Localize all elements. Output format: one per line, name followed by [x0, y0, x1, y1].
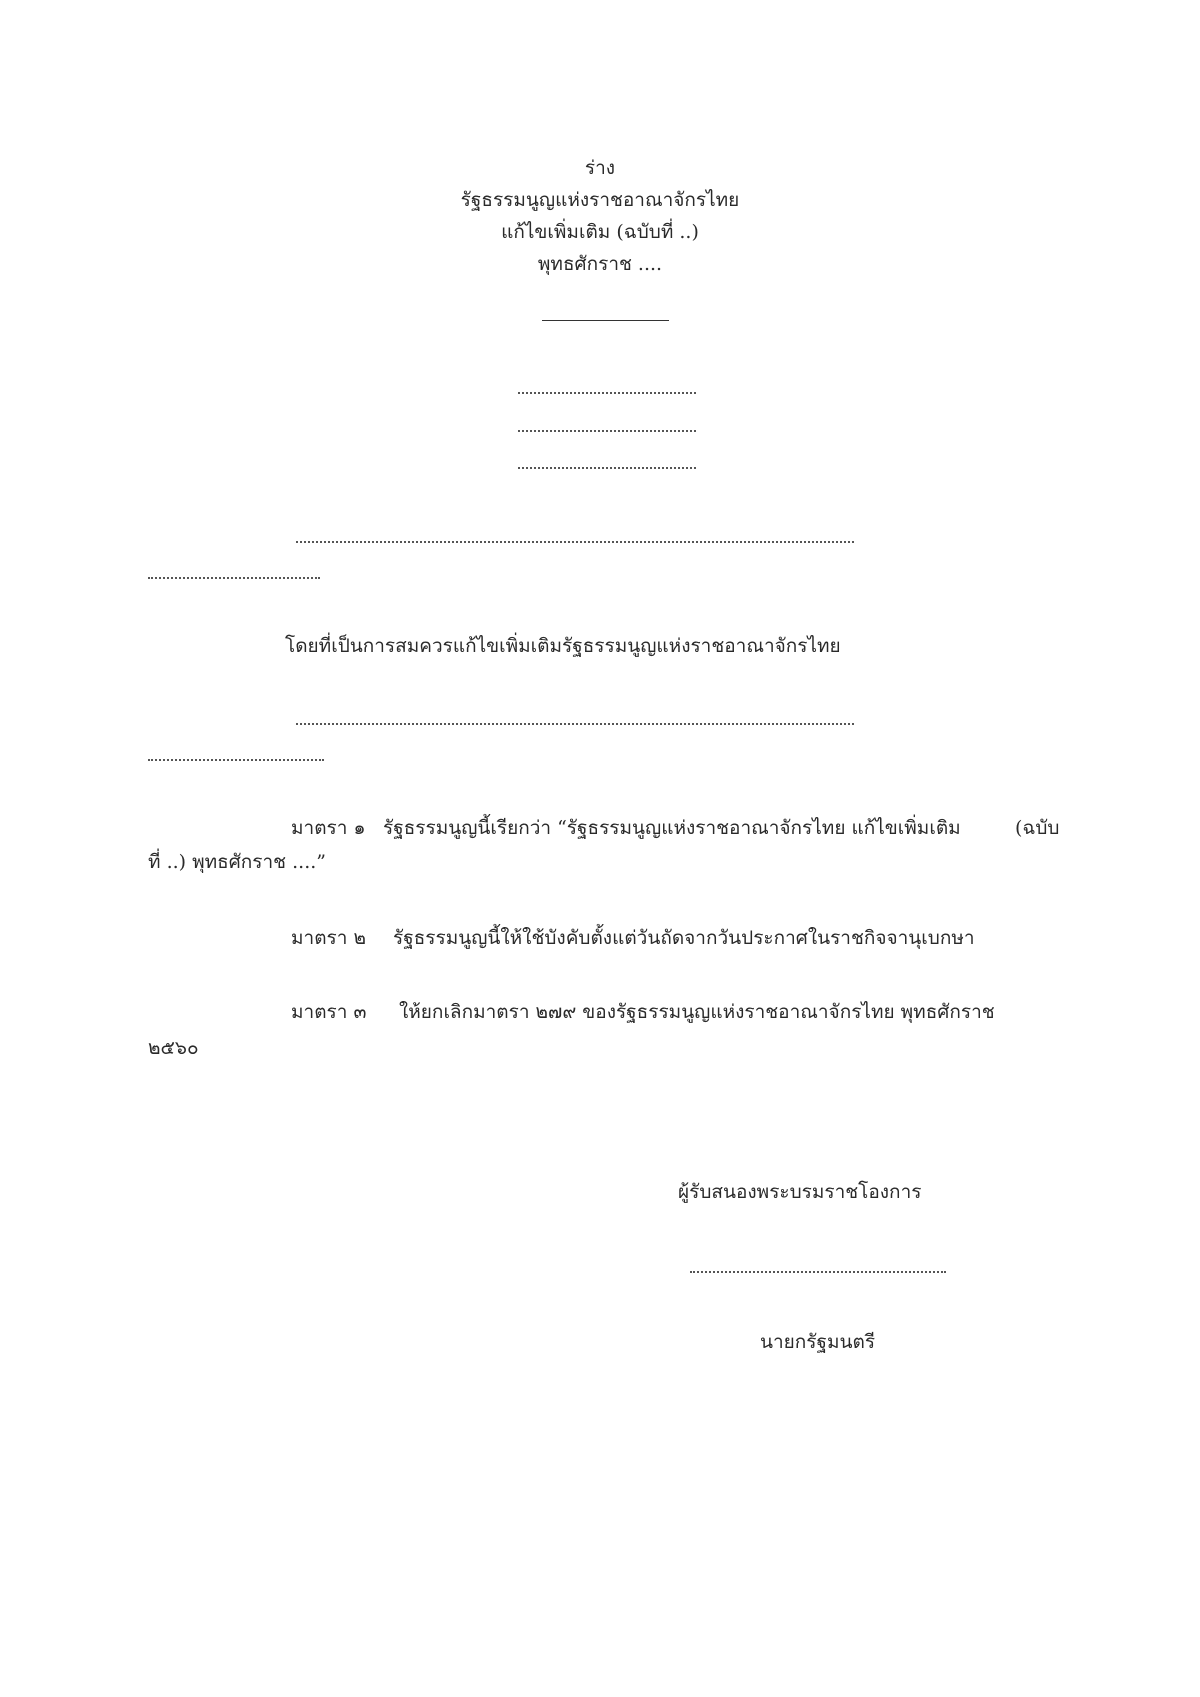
section-1-text-cont: ที่ ..) พุทธศักราช ....”: [148, 851, 326, 873]
signature-line: [690, 1271, 946, 1273]
placeholder-dots-2: [518, 430, 696, 432]
section-1-text-end: (ฉบับ: [1015, 817, 1060, 839]
signatory-title: นายกรัฐมนตรี: [760, 1331, 876, 1353]
draft-label: ร่าง: [584, 157, 616, 179]
placeholder-dots-1: [518, 392, 696, 394]
section-3-label: มาตรา ๓: [291, 1001, 367, 1023]
section-1-text: รัฐธรรมนูญนี้เรียกว่า “รัฐธรรมนูญแห่งราชอาณาจักรไทย แก้ไขเพิ่มเติม: [383, 817, 961, 839]
countersign-label: ผู้รับสนองพระบรมราชโองการ: [678, 1181, 922, 1203]
section-1-label: มาตรา ๑: [291, 817, 366, 839]
document-title: รัฐธรรมนูญแห่งราชอาณาจักรไทย: [460, 189, 740, 211]
section-2-label: มาตรา ๒: [291, 927, 366, 949]
section-3-text: ให้ยกเลิกมาตรา ๒๗๙ ของรัฐธรรมนูญแห่งราชอาณาจักรไทย พุทธศักราช: [399, 1001, 995, 1023]
document-subtitle: แก้ไขเพิ่มเติม (ฉบับที่ ..): [501, 221, 699, 243]
paragraph-dots-1b: [148, 577, 320, 579]
paragraph-dots-2b: [148, 759, 324, 761]
preamble-reason: โดยที่เป็นการสมควรแก้ไขเพิ่มเติมรัฐธรรมนูญแห่งราชอาณาจักรไทย: [285, 635, 841, 657]
paragraph-dots-2a: [296, 723, 854, 725]
section-2-text: รัฐธรรมนูญนี้ให้ใช้บังคับตั้งแต่วันถัดจากวันประกาศในราชกิจจานุเบกษา: [393, 927, 975, 949]
title-underline: [542, 320, 669, 321]
paragraph-dots-1a: [296, 541, 854, 543]
document-year: พุทธศักราช ....: [537, 253, 663, 275]
placeholder-dots-3: [518, 467, 696, 469]
section-3-text-cont: ๒๕๖๐: [148, 1037, 199, 1059]
